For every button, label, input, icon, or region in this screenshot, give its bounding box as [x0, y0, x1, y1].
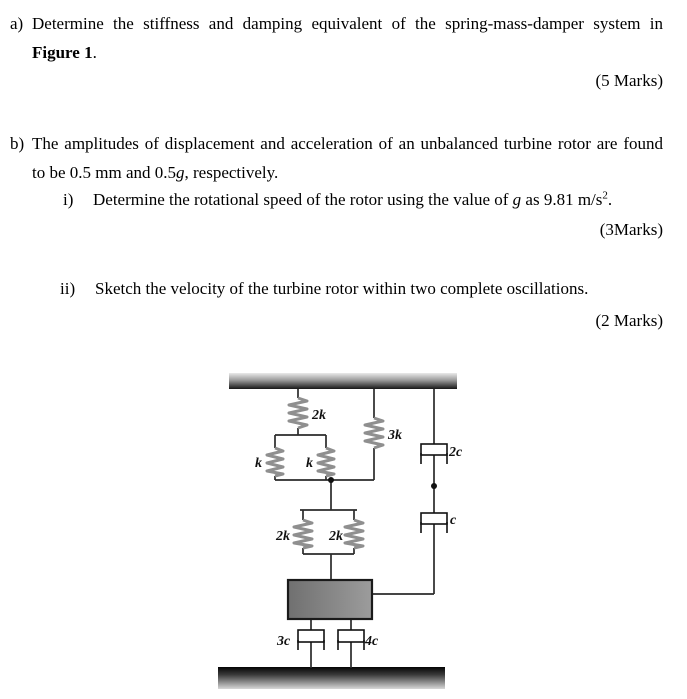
marks-a: (5 Marks)	[595, 71, 663, 90]
question-b-ii-marker: ii)	[60, 279, 76, 298]
question-b-line2-pre: to be 0.5 mm and 0.5	[32, 163, 177, 182]
question-b-line1: The amplitudes of displacement and acceleration of an unbalanced turbine rotor are found	[32, 134, 663, 153]
b-i-text-mid: as 9.81 m/s	[521, 190, 603, 209]
spring-k-left-coil	[267, 448, 283, 476]
spring-k-right	[306, 448, 334, 476]
question-b-i-marker: i)	[63, 190, 74, 209]
spring-k-right-coil	[318, 448, 334, 476]
spring-k-left-label: k	[255, 456, 262, 471]
question-b-ii-text: Sketch the velocity of the turbine rotor within two complete oscillations.	[95, 279, 589, 298]
b-i-superscript: 2	[602, 189, 608, 202]
spring-2k-lower-right-label: 2k	[329, 529, 343, 544]
ceiling-wall	[229, 373, 457, 389]
node-dot-damper-chain	[431, 483, 437, 489]
italic-g-1: g	[176, 163, 185, 182]
damper-4c	[338, 630, 379, 650]
spring-3k-label: 3k	[388, 428, 402, 443]
question-a-marker: a)	[10, 14, 24, 33]
damper-2c	[421, 444, 463, 464]
spring-2k-lower-right-coil	[345, 520, 363, 548]
italic-g-2: g	[512, 190, 522, 209]
damper-3c	[276, 630, 324, 650]
spring-2k-lower-right	[328, 520, 363, 548]
question-b-marker: b)	[10, 134, 25, 153]
spring-k-left	[255, 448, 283, 476]
spring-2k-lower-left-label: 2k	[276, 529, 290, 544]
damper-3c-label: 3c	[277, 634, 291, 649]
b-i-text-post: .	[607, 190, 613, 209]
spring-3k-coil	[365, 418, 383, 448]
damper-c	[421, 513, 457, 533]
figure-1-reference: Figure 1	[32, 43, 93, 62]
damper-c-label: c	[450, 513, 457, 528]
question-b-line2-post: , respectively.	[184, 163, 279, 182]
spring-2k-top-coil	[289, 398, 307, 428]
spring-3k	[365, 418, 402, 448]
question-a-line1: Determine the stiffness and damping equivalent of the spring-mass-damper system in	[32, 14, 663, 33]
question-a-line2-tail: .	[92, 43, 97, 62]
damper-3c-cylinder	[298, 630, 324, 642]
damper-2c-label: 2c	[449, 445, 463, 460]
damper-2c-cylinder	[421, 444, 447, 455]
spring-2k-lower-left-coil	[294, 520, 312, 548]
b-i-text-pre: Determine the rotational speed of the rotor using the value of	[93, 190, 513, 209]
ground-wall	[218, 667, 445, 689]
damper-c-cylinder	[421, 513, 447, 524]
node-dot-spring-junction	[328, 477, 334, 483]
spring-2k-lower-left	[275, 520, 312, 548]
spring-2k-top	[289, 398, 326, 428]
spring-2k-top-label: 2k	[312, 408, 326, 423]
damper-4c-cylinder	[338, 630, 364, 642]
damper-4c-label: 4c	[365, 634, 379, 649]
mass-block	[288, 580, 372, 619]
spring-k-right-label: k	[306, 456, 313, 471]
marks-b-i: (3Marks)	[599, 220, 663, 239]
marks-b-ii: (2 Marks)	[595, 311, 663, 330]
